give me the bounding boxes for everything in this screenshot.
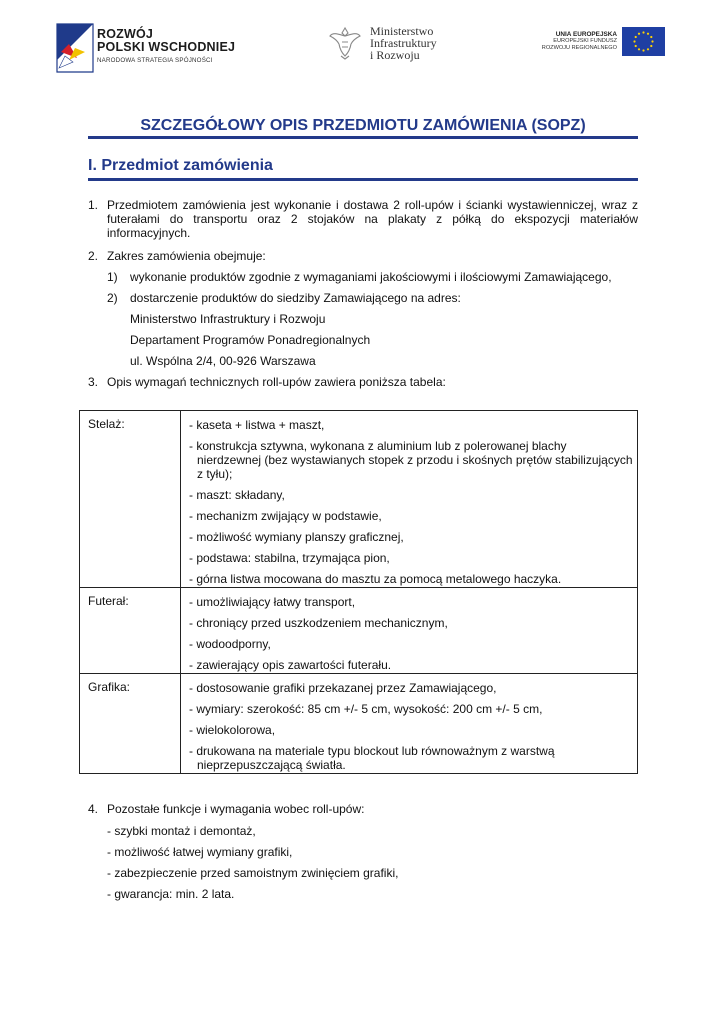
rpw-line-1: ROZWÓJ bbox=[97, 27, 154, 41]
requirement-item: - gwarancja: min. 2 lata. bbox=[107, 887, 235, 901]
item-1-number: 1. bbox=[88, 198, 99, 212]
list-item: - wymiary: szerokość: 85 cm +/- 5 cm, wysokość: 200 cm +/- 5 cm, bbox=[189, 702, 543, 716]
item-1-line-3: informacyjnych. bbox=[107, 226, 191, 240]
item-4-text: Pozostałe funkcje i wymagania wobec roll-upów: bbox=[107, 802, 365, 816]
row-label: Grafika: bbox=[80, 674, 181, 774]
list-item: - podstawa: stabilna, trzymająca pion, bbox=[189, 551, 390, 565]
requirement-item: - możliwość łatwej wymiany grafiki, bbox=[107, 845, 293, 859]
address-line-2: Departament Programów Ponadregionalnych bbox=[130, 333, 371, 347]
list-item: - kaseta + listwa + maszt, bbox=[189, 418, 325, 432]
row-values bbox=[181, 411, 638, 588]
eu-flag-icon bbox=[622, 27, 665, 56]
list-item: - dostosowanie grafiki przekazanej przez Zamawiającego, bbox=[189, 681, 497, 695]
item-1-line-1: Przedmiotem zamówienia jest wykonanie i dostawa 2 roll-upów i ścianki wystawienniczej, wraz z bbox=[107, 198, 638, 212]
table-row bbox=[80, 411, 638, 588]
list-item: - maszt: składany, bbox=[189, 488, 285, 502]
row-label: Stelaż: bbox=[80, 411, 181, 588]
subitem-2-number: 2) bbox=[107, 291, 118, 305]
item-2-number: 2. bbox=[88, 249, 99, 263]
requirement-item: - zabezpieczenie przed samoistnym zwinięciem grafiki, bbox=[107, 866, 399, 880]
rpw-line-2: POLSKI WSCHODNIEJ bbox=[97, 40, 236, 54]
section-rule bbox=[88, 178, 638, 181]
item-1-line-2: futerałami do transportu oraz 2 stojaków na plakaty z półką do ekspozycji materiałów bbox=[107, 212, 638, 226]
document-title: SZCZEGÓŁOWY OPIS PRZEDMIOTU ZAMÓWIENIA (SOPZ) bbox=[140, 117, 586, 134]
rpw-logo-text bbox=[97, 28, 235, 64]
rpw-line-3: NARODOWA STRATEGIA SPÓJNOŚCI bbox=[97, 57, 213, 64]
list-item: - zawierający opis zawartości futerału. bbox=[189, 658, 392, 672]
spec-table bbox=[79, 410, 638, 774]
list-item: - konstrukcja sztywna, wykonana z aluminium lub z polerowanej blachy nierdzewnej (bez wystawianych stopek z przodu i skośnych prętów stabilizujących z tyłu); bbox=[189, 439, 633, 481]
list-item: - możliwość wymiany planszy graficznej, bbox=[189, 530, 404, 544]
requirement-item: - szybki montaż i demontaż, bbox=[107, 824, 256, 838]
list-item: - drukowana na materiale typu blockout lub równoważnym z warstwą nieprzepuszczającą światła. bbox=[189, 744, 555, 772]
list-item: - wielokolorowa, bbox=[189, 723, 276, 737]
table-row bbox=[80, 588, 638, 674]
table-row bbox=[80, 674, 638, 774]
eu-line-1: UNIA EUROPEJSKA bbox=[555, 31, 617, 38]
title-rule bbox=[88, 136, 638, 139]
ministry-logo-text bbox=[370, 25, 437, 61]
list-item: - górna listwa mocowana do masztu za pomocą metalowego haczyka. bbox=[189, 572, 562, 586]
item-3-text: Opis wymagań technicznych roll-upów zawiera poniższa tabela: bbox=[107, 375, 446, 389]
subitem-1-number: 1) bbox=[107, 270, 118, 284]
ministry-line-1: Ministerstwo bbox=[370, 24, 434, 38]
list-item: - mechanizm zwijający w podstawie, bbox=[189, 509, 382, 523]
address-line-1: Ministerstwo Infrastruktury i Rozwoju bbox=[130, 312, 326, 326]
row-label: Futerał: bbox=[80, 588, 181, 674]
row-values bbox=[181, 588, 638, 674]
list-item: - umożliwiający łatwy transport, bbox=[189, 595, 356, 609]
item-2-text: Zakres zamówienia obejmuje: bbox=[107, 249, 266, 263]
subitem-2-text: dostarczenie produktów do siedziby Zamawiającego na adres: bbox=[130, 291, 461, 305]
eu-logo-text bbox=[530, 31, 617, 52]
subitem-1-text: wykonanie produktów zgodnie z wymaganiami jakościowymi i ilościowymi Zamawiającego, bbox=[130, 270, 612, 284]
eu-line-3: ROZWOJU REGIONALNEGO bbox=[541, 45, 617, 51]
section-title: I. Przedmiot zamówienia bbox=[88, 157, 273, 174]
item-3-number: 3. bbox=[88, 375, 99, 389]
row-values bbox=[181, 674, 638, 774]
list-item: - wodoodporny, bbox=[189, 637, 271, 651]
ministry-line-2: Infrastruktury bbox=[370, 36, 437, 50]
address-line-3: ul. Wspólna 2/4, 00-926 Warszawa bbox=[130, 354, 316, 368]
item-1-text bbox=[107, 198, 638, 240]
eagle-emblem-icon bbox=[328, 24, 362, 60]
ministry-line-3: i Rozwoju bbox=[370, 48, 420, 62]
eu-line-2: EUROPEJSKI FUNDUSZ bbox=[553, 38, 617, 44]
item-4-number: 4. bbox=[88, 802, 99, 816]
list-item: - chroniący przed uszkodzeniem mechanicznym, bbox=[189, 616, 448, 630]
